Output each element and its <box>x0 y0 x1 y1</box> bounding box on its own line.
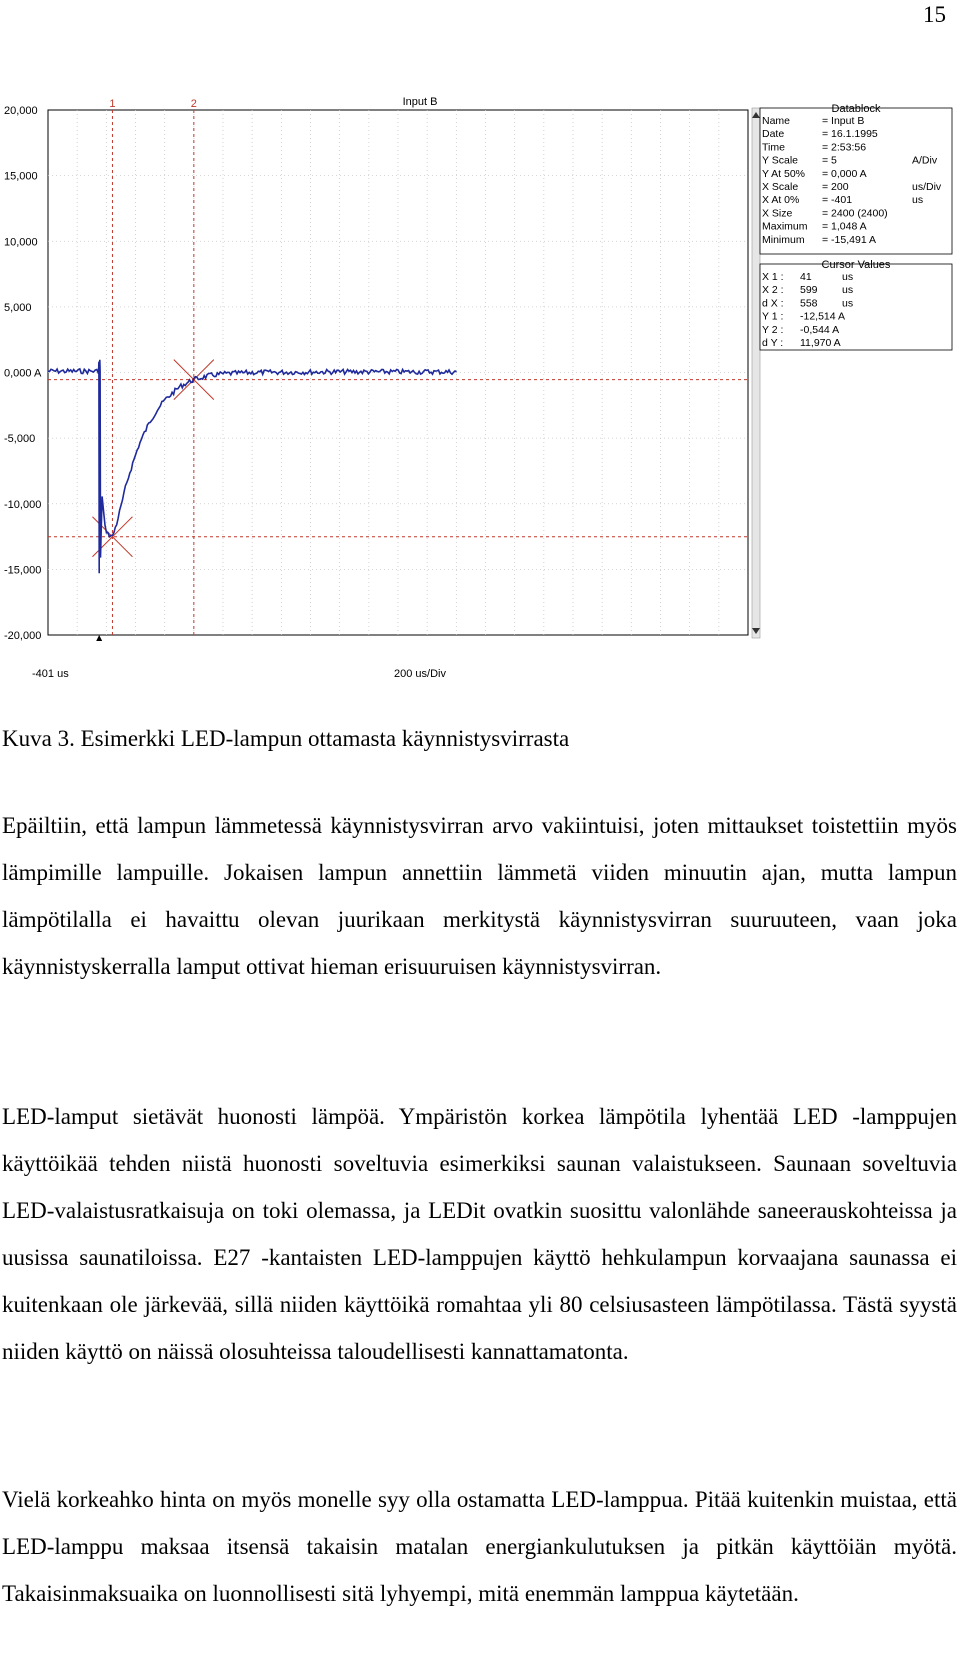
cursor-1-label: 1 <box>109 98 116 110</box>
datablock-key: Y At 50% <box>762 167 806 180</box>
datablock-value: = Input B <box>822 115 865 127</box>
cursor-value-value: 599 <box>800 284 818 297</box>
cursor-value-value: -12,514 A <box>800 310 845 323</box>
cursor-2-label: 2 <box>190 98 197 110</box>
datablock-value: = 5 <box>822 154 837 167</box>
datablock-key: X Size <box>762 207 793 220</box>
page-number: 15 <box>923 2 946 27</box>
y-axis <box>4 105 42 642</box>
cursor-value-key: Y 2 : <box>762 323 784 336</box>
datablock-value: = 2:53:56 <box>822 141 867 154</box>
datablock-key: Time <box>762 141 785 154</box>
datablock-value: = 1,048 A <box>822 220 867 233</box>
datablock-key: X Scale <box>762 181 799 193</box>
figure-caption: Kuva 3. Esimerkki LED-lampun ottamasta käynnistysvirrasta <box>2 726 570 751</box>
y-tick-label: -10,000 <box>4 498 42 511</box>
x-start-label: -401 us <box>32 668 69 680</box>
datablock-key: Y Scale <box>762 154 798 167</box>
oscilloscope-chart <box>0 92 960 717</box>
y-tick-label: -5,000 <box>4 433 36 446</box>
datablock-key: Date <box>762 128 785 141</box>
datablock-key: Minimum <box>762 233 805 246</box>
datablock-unit: A/Div <box>912 154 938 167</box>
scrollbar[interactable] <box>752 108 760 638</box>
datablock-unit: us/Div <box>912 181 942 193</box>
cursor-value-unit: us <box>842 284 854 297</box>
y-tick-label: -15,000 <box>4 564 42 577</box>
cursor-value-key: X 1 : <box>762 271 784 283</box>
y-tick-label: 0,000 A <box>4 367 42 380</box>
datablock-panel <box>760 103 952 350</box>
cursor-value-unit: us <box>842 297 854 310</box>
datablock-value: = 2400 (2400) <box>822 207 888 220</box>
y-tick-label: 20,000 <box>4 105 38 117</box>
cursor-value-value: 558 <box>800 297 818 310</box>
trigger-marker <box>96 635 102 641</box>
y-tick-label: 10,000 <box>4 236 38 249</box>
datablock-value: = 200 <box>822 181 849 193</box>
datablock-unit: us <box>912 194 924 207</box>
cursor-value-value: -0,544 A <box>800 323 840 336</box>
datablock-value: = -401 <box>822 194 853 207</box>
cursor-value-key: d X : <box>762 297 784 310</box>
datablock-value: = 16.1.1995 <box>822 128 878 141</box>
cursor-values-frame <box>760 264 952 350</box>
cursor-value-value: 41 <box>800 271 812 283</box>
datablock-key: Maximum <box>762 220 808 233</box>
paragraph-2: LED-lamput sietävät huonosti lämpöä. Ympäristön korkea lämpötila lyhentää LED -lamppujen käyttöikää tehden niistä huonosti soveltuvia esimerkiksi saunan valaistukseen. Saunaan soveltuvia LED-valaistusratkaisuja on toki olemassa, ja LEDit ovatkin suosittu valonlähde saneerauskohteissa ja uusissa saunatiloissa. E27 -kantaisten LED-lamppujen käyttö hehkulampun korvaajana saunassa ei kuitenkaan ole järkevää, sillä niiden käyttöikä romahtaa yli 80 celsiusasteen lämpötilassa. Tästä syystä niiden käyttö on näissä olosuhteissa taloudellisesti kannattamatonta. <box>2 1104 957 1364</box>
datablock-title: Datablock <box>831 103 881 115</box>
cursor-value-key: X 2 : <box>762 284 784 297</box>
cursor-value-unit: us <box>842 271 854 283</box>
y-tick-label: -20,000 <box>4 630 42 642</box>
y-tick-label: 15,000 <box>4 170 38 183</box>
cursor-value-key: d Y : <box>762 337 784 349</box>
cursor-value-value: 11,970 A <box>800 337 841 349</box>
paragraph-3: Vielä korkeahko hinta on myös monelle syy olla ostamatta LED-lamppua. Pitää kuitenkin muistaa, että LED-lamppu maksaa itsensä takaisin matalan energiankulutuksen ja pitkän käyttöiän myötä. Takaisinmaksuaika on luonnollisesti sitä lyhyempi, mitä enemmän lamppua käytetään. <box>2 1487 957 1606</box>
datablock-value: = -15,491 A <box>822 233 877 246</box>
scrollbar-track <box>752 108 760 638</box>
y-tick-label: 5,000 <box>4 301 32 314</box>
oscilloscope-figure <box>0 92 960 717</box>
cursor-values-title: Cursor Values <box>821 259 891 271</box>
cursor-value-key: Y 1 : <box>762 310 784 323</box>
datablock-key: Name <box>762 115 791 127</box>
grid <box>48 110 748 635</box>
x-scale-label: 200 us/Div <box>394 668 446 680</box>
datablock-key: X At 0% <box>762 194 800 207</box>
paragraph-1: Epäiltiin, että lampun lämmetessä käynnistysvirran arvo vakiintuisi, joten mittaukset toistettiin myös lämpimille lampuille. Jokaisen lampun annettiin lämmetä viiden minuutin ajan, mutta lampun lämpötilalla ei havaittu olevan juurikaan merkitystä käynnistysvirran suuruuteen, vaan joka käynnistyskerralla lamput ottivat hieman erisuuruisen käynnistysvirran. <box>2 813 957 979</box>
chart-title: Input B <box>402 96 438 108</box>
datablock-value: = 0,000 A <box>822 167 867 180</box>
